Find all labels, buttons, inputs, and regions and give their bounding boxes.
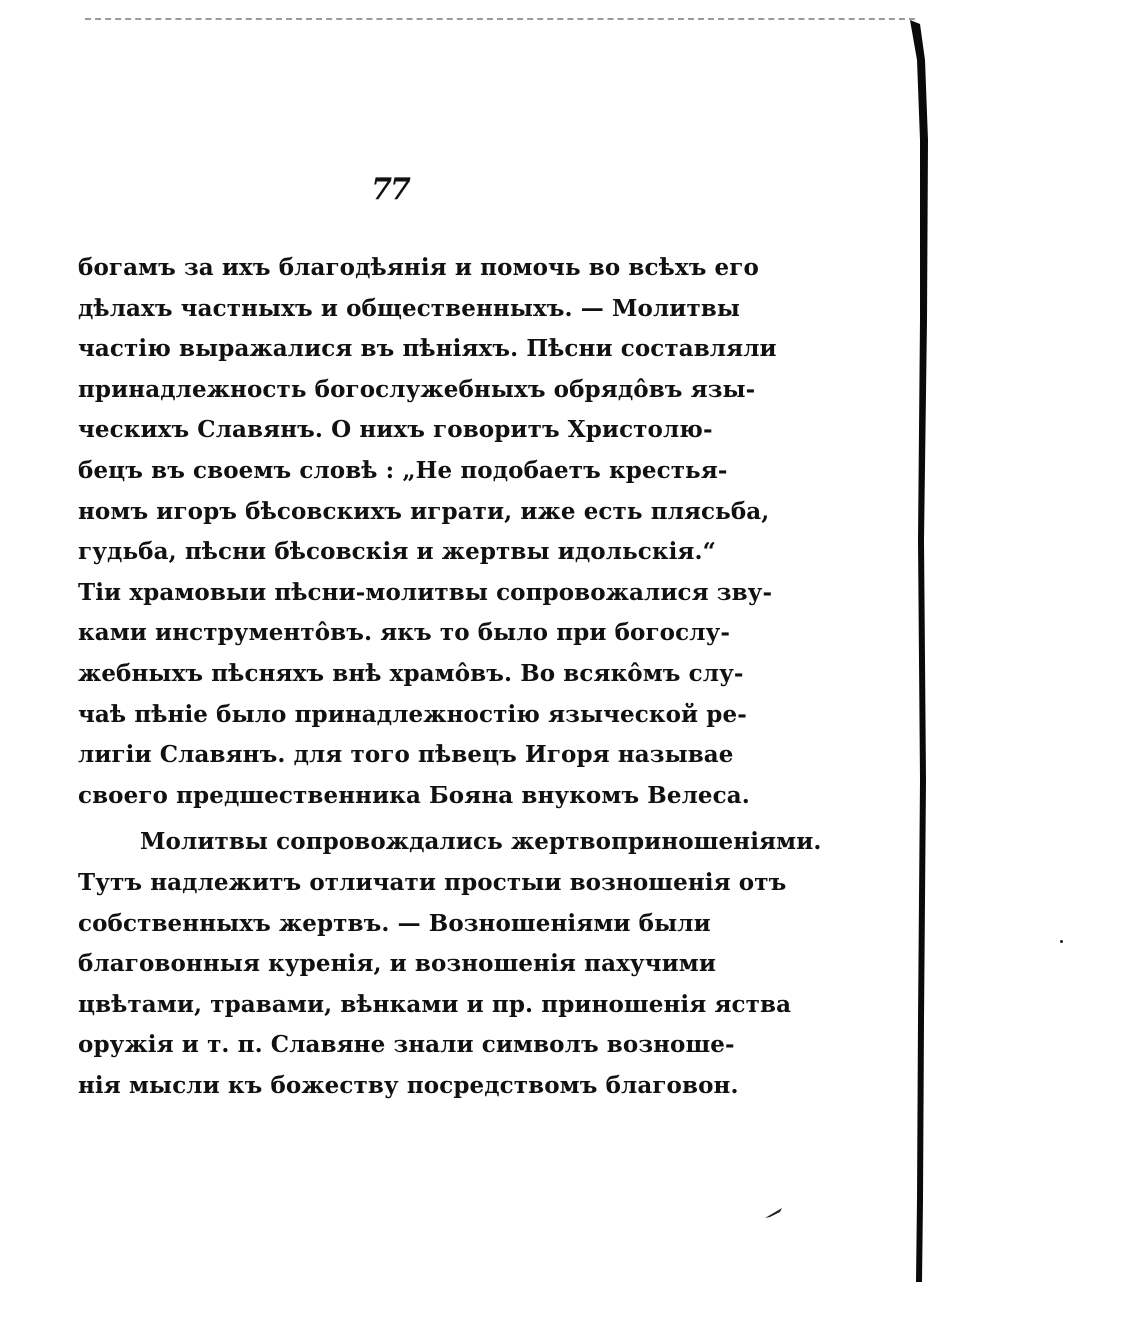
body-text	[78, 248, 822, 1106]
text-line: ческихъ Славянъ. О нихъ говоритъ Христолю-	[78, 416, 713, 444]
paragraph-1	[78, 248, 777, 816]
text-line: Тутъ надлежитъ отличати простыи возношенія отъ	[78, 868, 787, 896]
text-line: нія мысли къ божеству посредствомъ благовон.	[78, 1071, 739, 1099]
scan-mark	[764, 1206, 784, 1220]
text-line: цвѣтами, травами, вѣнками и пр. приношенія яства	[78, 990, 792, 1018]
text-line: Молитвы сопровождались жертвоприношеніями.	[140, 828, 822, 856]
text-line: благовонныя куренія, и возношенія пахучими	[78, 950, 717, 978]
text-line: собственныхъ жертвъ. — Возношеніями были	[78, 909, 711, 937]
text-line: гудьба, пѣсни бѣсовскія и жертвы идольскія.“	[78, 538, 716, 566]
page-edge-shadow	[908, 20, 930, 1282]
paragraph-2	[78, 822, 822, 1106]
text-line: ками инструментôвъ. якъ то было при богослу-	[78, 619, 730, 647]
text-line: номъ игоръ бѣсовскихъ играти, иже есть плясьба,	[78, 497, 770, 525]
text-line: чаѣ пѣніе было принадлежностію языческой ре-	[78, 700, 747, 728]
text-line: бецъ въ своемъ словѣ : „Не подобаетъ крестья-	[78, 456, 728, 484]
scan-speck	[1060, 940, 1063, 943]
text-line: частію выражалися въ пѣніяхъ. Пѣсни составляли	[78, 335, 777, 363]
text-line: лигіи Славянъ. для того пѣвецъ Игоря называе	[78, 741, 734, 769]
page-number: 77	[371, 172, 409, 207]
text-line: богамъ за ихъ благодѣянія и помочь во всѣхъ его	[78, 254, 759, 281]
text-line: оружія и т. п. Славяне знали символъ возноше-	[78, 1031, 735, 1059]
text-line: Тіи храмовыи пѣсни-молитвы сопровожалися зву-	[78, 578, 773, 606]
text-line: дѣлахъ частныхъ и общественныхъ. — Молитвы	[78, 294, 741, 322]
text-line: своего предшественника Бояна внукомъ Велеса.	[78, 781, 750, 809]
text-line: принадлежность богослужебныхъ обрядôвъ язы-	[78, 375, 756, 403]
text-line: жебныхъ пѣсняхъ внѣ храмôвъ. Во всякôмъ слу-	[78, 659, 744, 687]
scan-top-rule	[85, 18, 915, 20]
